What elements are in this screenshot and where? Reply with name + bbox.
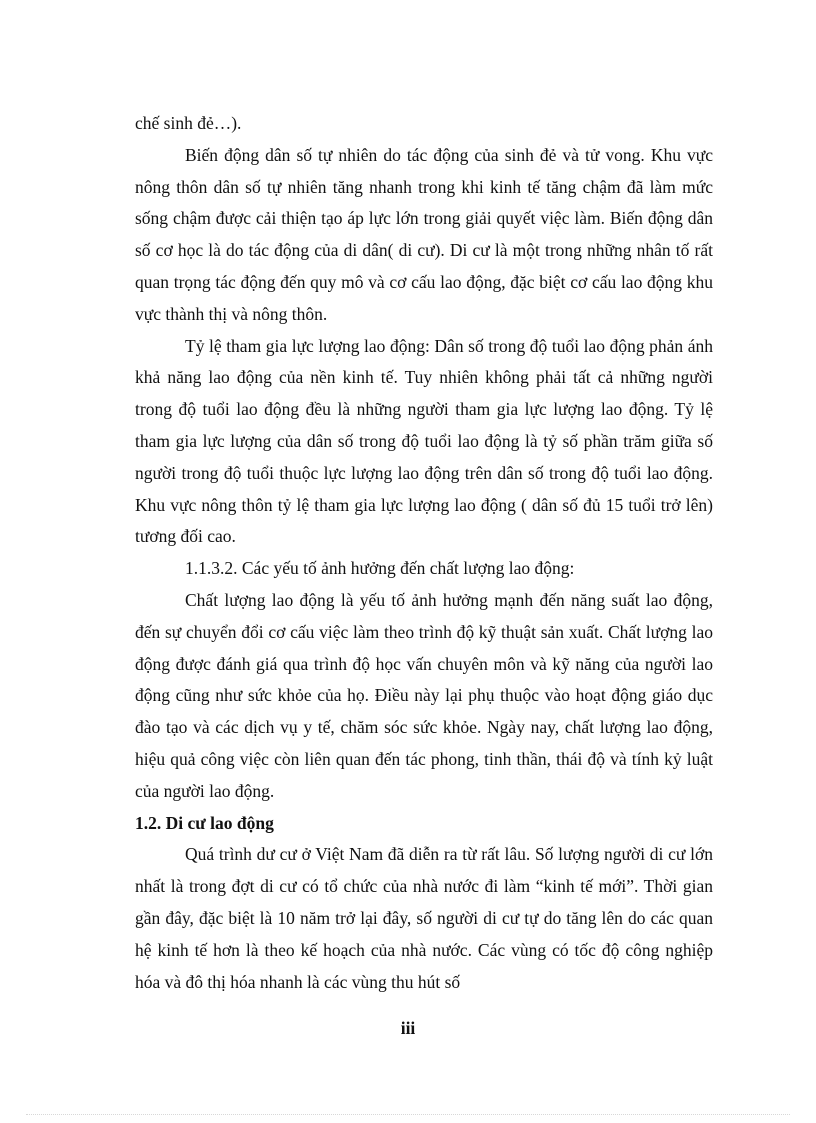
paragraph-participation-rate: Tỷ lệ tham gia lực lượng lao động: Dân số trong độ tuổi lao động phản ánh khả năng lao động của nền kinh tế. Tuy nhiên không phải tất cả những người trong độ tuổi lao động đều là những người tham gia lực lượng lao động. Tỷ lệ tham gia lực lượng của dân số trong độ tuổi lao động là tỷ số phần trăm giữa số người trong độ tuổi thuộc lực lượng lao động trên dân số trong độ tuổi lao động. Khu vực nông thôn tỷ lệ tham gia lực lượng lao động ( dân số đủ 15 tuổi trở lên) tương đối cao. [135, 335, 713, 547]
paragraph-labor-quality: Chất lượng lao động là yếu tố ảnh hưởng mạnh đến năng suất lao động, đến sự chuyển đổi cơ cấu việc làm theo trình độ kỹ thuật sản xuất. Chất lượng lao động được đánh giá qua trình độ học vấn chuyên môn và kỹ năng của người lao động cũng như sức khỏe của họ. Điều này lại phụ thuộc vào hoạt động giáo dục đào tạo và các dịch vụ y tế, chăm sóc sức khỏe. Ngày nay, chất lượng lao động, hiệu quả công việc còn liên quan đến tác phong, tinh thần, thái độ và tính kỷ luật của người lao động. [135, 589, 713, 801]
section-heading: 1.2. Di cư lao động [135, 812, 274, 833]
page-number: iii [400, 1018, 416, 1038]
paragraph-migration: Quá trình dư cư ở Việt Nam đã diễn ra từ rất lâu. Số lượng người di cư lớn nhất là trong đợt di cư có tổ chức của nhà nước đi làm “kinh tế mới”. Thời gian gần đây, đặc biệt là 10 năm trở lại đây, số người di cư tự do tăng lên do các quan hệ kinh tế hơn là theo kế hoạch của nhà nước. Các vùng có tốc độ công nghiệp hóa và đô thị hóa nhanh là các vùng thu hút số [135, 844, 713, 992]
page-bottom-divider [26, 1114, 790, 1115]
subsection-title: 1.1.3.2. Các yếu tố ảnh hưởng đến chất lượng lao động: [185, 558, 575, 579]
paragraph-population-change: Biến động dân số tự nhiên do tác động của sinh đẻ và tử vong. Khu vực nông thôn dân số tự nhiên tăng nhanh trong khi kinh tế tăng chậm đã làm mức sống chậm được cải thiện tạo áp lực lớn trong giải quyết việc làm. Biến động dân số cơ học là do tác động của di dân( di cư). Di cư là một trong những nhân tố rất quan trọng tác động đến quy mô và cơ cấu lao động, đặc biệt cơ cấu lao động khu vực thành thị và nông thôn. [135, 144, 713, 324]
body-text [135, 108, 713, 998]
paragraph-continuation: chế sinh đẻ…). [135, 113, 242, 133]
